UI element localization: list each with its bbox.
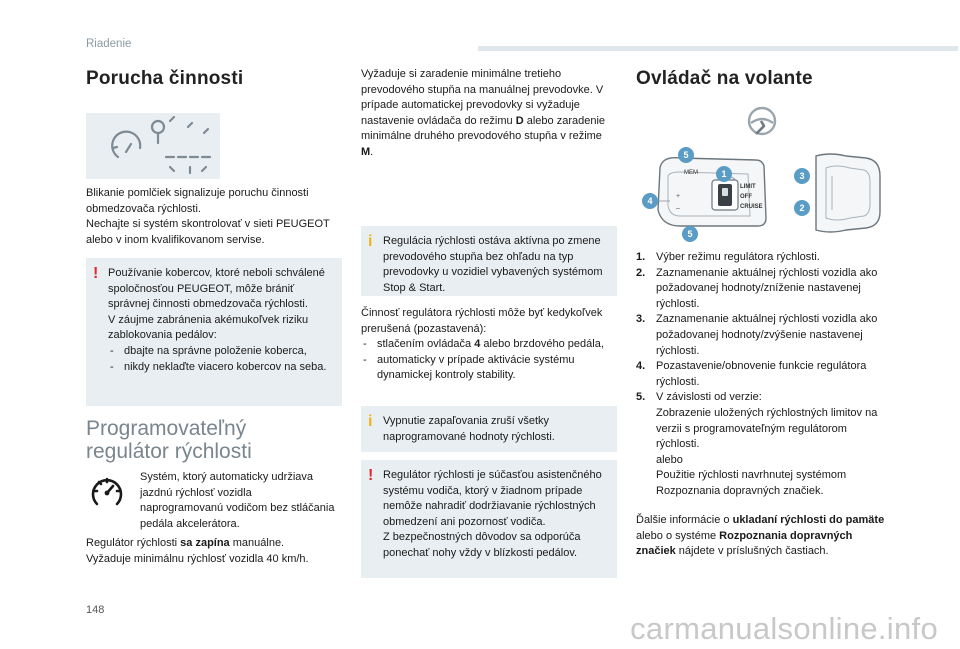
warning-2-p2: Z bezpečnostných dôvodov sa odporúča ponechať nohy vždy v blízkosti pedálov. [383, 531, 581, 559]
fault-text-p1: Blikanie pomlčiek signalizuje poruchu činnosti obmedzovača rýchlosti. [86, 187, 309, 215]
item-text: Pozastavenie/obnovenie funkcie regulátora rýchlosti. [656, 360, 867, 388]
req-bold-d: D [515, 114, 524, 127]
suspend-list [361, 337, 617, 384]
more-mid: alebo o systéme [636, 529, 720, 542]
list-item: - nikdy neklaďte viacero kobercov na seba. [108, 360, 332, 376]
stalk-label-off: OFF [740, 194, 752, 200]
cruise-title-line2: regulátor rýchlosti [86, 440, 252, 463]
list-item [636, 359, 892, 390]
watermark: carmanualsonline.info [630, 611, 938, 646]
speed-limiter-fault-icon [86, 113, 220, 179]
item-num: 2. [636, 266, 646, 279]
section-header: Riadenie [86, 38, 132, 50]
item-text: V závislosti od verzie: [656, 391, 762, 404]
activation-text [86, 536, 342, 567]
callout-5b-label: 5 [687, 229, 693, 239]
warning-mats-p2: V záujme zabránenia akémukoľvek riziku zablokovania pedálov: [108, 313, 309, 342]
callout-1-label: 1 [721, 169, 727, 179]
cruise-title [86, 417, 252, 463]
suspend-item1-pre: stlačením ovládača [377, 338, 475, 351]
callout-2-label: 2 [799, 203, 805, 213]
item-num: 5. [636, 391, 646, 404]
activation-pre: Regulátor rýchlosti [86, 537, 181, 549]
info-box-2-text: Vypnutie zapaľovania zruší všetky naprogramované hodnoty rýchlosti. [383, 415, 555, 443]
activation-post: manuálne. [229, 537, 285, 549]
control-legend [636, 250, 892, 500]
req-bold-m: M [361, 145, 371, 158]
warning-mats-box [86, 258, 342, 406]
list-item [636, 250, 892, 266]
more-post: nájdete v príslušných častiach. [675, 545, 829, 558]
suspend-text [361, 306, 617, 384]
item-text: Zaznamenanie aktuálnej rýchlosti vozidla ako požadovanej hodnoty/zvýšenie nastavenej rýchlosti. [656, 313, 878, 357]
list-item [636, 266, 892, 313]
callout-4-label: 4 [647, 196, 653, 206]
suspend-item1-bold: 4 [474, 338, 481, 351]
fault-text-p2: Nechajte si systém skontrolovať v sieti PEUGEOT alebo v inom kvalifikovanom servise. [86, 218, 330, 246]
list-item [636, 312, 892, 359]
list-item: - automaticky v prípade aktivácie systému dynamickej kontroly stability. [361, 353, 617, 384]
item-text: Použitie rýchlosti navrhnutej systémom Rozpoznania dopravných značiek. [656, 469, 847, 497]
stalk-label-limit: LIMIT [740, 184, 756, 190]
more-bold2: Rozpoznania dopravných značiek [636, 529, 853, 558]
item-num: 1. [636, 251, 646, 263]
control-legend-list [636, 250, 892, 500]
stalk-label-cruise: CRUISE [740, 204, 763, 210]
warning-box-2 [361, 460, 617, 578]
list-item [636, 390, 892, 499]
page-number: 148 [86, 604, 105, 616]
activation-line2: Vyžaduje minimálnu rýchlosť vozidla 40 km/h. [86, 552, 309, 565]
info-box-2 [361, 406, 617, 452]
callout-5a-label: 5 [683, 150, 689, 160]
steering-wheel-icon [747, 106, 777, 136]
warning-mats-list [108, 344, 332, 375]
cruise-title-line1: Programovateľný [86, 417, 247, 440]
callout-3-label: 3 [799, 171, 805, 181]
cruise-control-icon [86, 474, 126, 510]
list-item: - dbajte na správne položenie koberca, [108, 344, 332, 360]
fault-indicator-image [86, 113, 220, 179]
req-end: . [370, 145, 374, 158]
cruise-desc: Systém, ktorý automaticky udržiava jazdnú rýchlosť vozidla naprogramovanú vodičom bez stláčania pedála akcelerátora. [140, 471, 335, 530]
more-bold1: ukladaní rýchlosti do pamäte [732, 514, 885, 526]
warning-icon: ! [93, 265, 99, 282]
warning-2-p1: Regulátor rýchlosti je súčasťou asistenčného systému vodiča, ktorý v žiadnom prípade nemôže nahradiť dodržiavanie rýchlostných obmedzení ani pozornosť vodiča. [383, 469, 602, 528]
cruise-stalk-diagram [640, 146, 890, 242]
info-box-1-text: Regulácia rýchlosti ostáva aktívna po zmene prevodového stupňa bez ohľadu na typ prevodovky u vozidiel vybavených systémom Stop & Start. [383, 235, 603, 294]
svg-text:+: + [676, 193, 681, 200]
req-mid: alebo zaradenie minimálne druhého prevodového stupňa v režime [361, 114, 606, 143]
svg-text:–: – [676, 205, 680, 212]
steering-control-title: Ovládač na volante [636, 68, 813, 89]
header-rule [478, 46, 958, 51]
item-text: Zobrazenie uložených rýchlostných limitov na verzii s programovateľným regulátorom rýchlosti. [656, 406, 878, 451]
more-pre: Ďalšie informácie o [636, 514, 733, 526]
suspend-intro: Činnosť regulátora rýchlosti môže byť kedykoľvek prerušená (pozastavená): [361, 307, 603, 335]
more-info-text [636, 513, 892, 560]
item-text: Zaznamenanie aktuálnej rýchlosti vozidla ako požadovanej hodnoty/zníženie nastavenej rýchlosti. [656, 266, 878, 310]
activation-bold: sa zapína [180, 537, 230, 549]
list-item [361, 337, 617, 353]
requirement-text [361, 67, 617, 161]
item-text: Výber režimu regulátora rýchlosti. [656, 251, 820, 263]
item-num: 3. [636, 313, 646, 326]
info-icon: i [368, 233, 373, 250]
stalk-label-mem: MEM [684, 170, 698, 176]
req-pre: Vyžaduje si zaradenie minimálne tretieho prevodového stupňa na manuálnej prevodovke. V prípade automatickej prevodovky si vyžaduje nastavenie ovládača do režimu [361, 68, 604, 127]
suspend-item1-post: alebo brzdového pedála, [480, 338, 604, 351]
info-box-1 [361, 226, 617, 296]
item-num: 4. [636, 360, 646, 373]
warning-icon: ! [368, 467, 374, 484]
fault-title: Porucha činnosti [86, 68, 244, 89]
item-text: alebo [656, 453, 683, 466]
info-icon: i [368, 413, 373, 430]
warning-mats-p1: Používanie kobercov, ktoré neboli schválené spoločnosťou PEUGEOT, môže brániť správnej činnosti obmedzovača rýchlosti. [108, 267, 325, 311]
fault-text [86, 186, 342, 248]
